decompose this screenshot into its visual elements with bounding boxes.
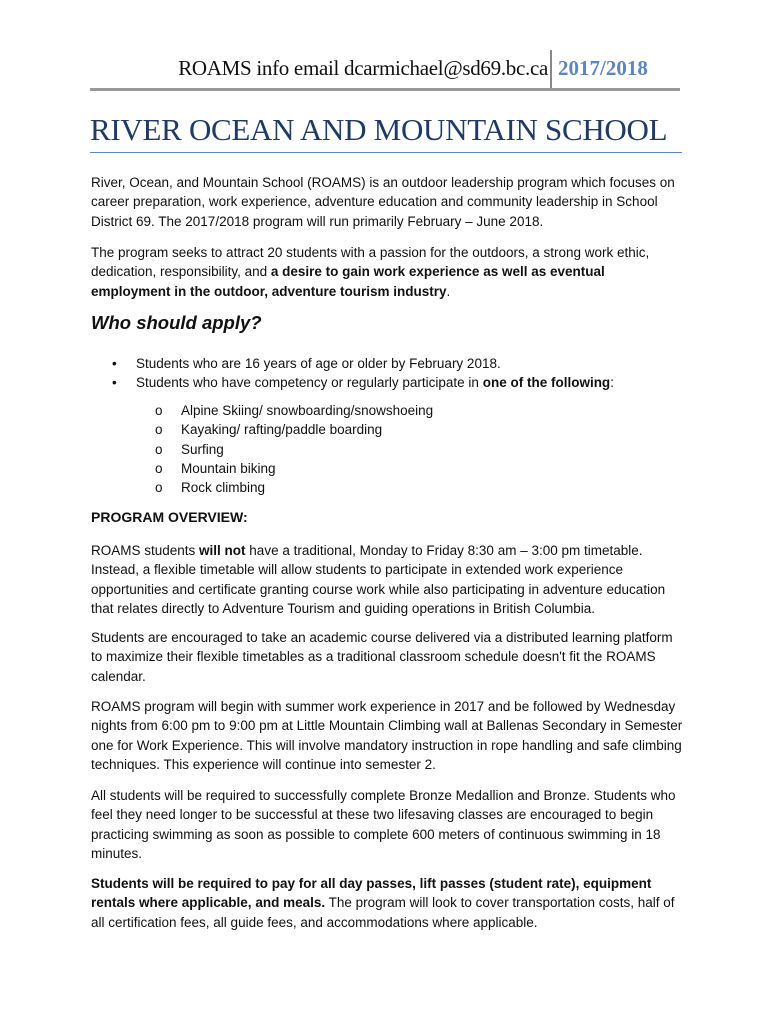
text: Mountain biking <box>181 460 276 476</box>
overview-paragraph-5 <box>91 874 683 932</box>
text: ROAMS students <box>91 543 200 558</box>
circle-bullet-icon: o <box>155 403 163 418</box>
overview-paragraph-4: All students will be required to successfully complete Bronze Medallion and Bronze. Students who feel they need longer to be successful at these two lifesaving classes are encouraged to begin practicing swimming as soon as possible to complete 600 meters of continuous swimming in 18 minutes. <box>91 788 676 861</box>
circle-bullet-icon: o <box>155 441 163 457</box>
list-item <box>155 401 433 420</box>
text: Students who have competency or regularly participate in <box>136 375 483 391</box>
list-item <box>155 459 433 478</box>
overview-paragraph-3: ROAMS program will begin with summer work experience in 2017 and be followed by Wednesday nights from 6:00 pm to 9:00 pm at Little Mountain Climbing wall at Ballenas Secondary in Semester one for Work Experience. This will involve mandatory instruction in rope handling and safe climbing techniques. This experience will continue into semester 2. <box>91 699 683 772</box>
activities-list <box>155 401 433 497</box>
text: Kayaking/ rafting/paddle boarding <box>181 422 383 438</box>
circle-bullet-icon: o <box>155 460 163 476</box>
overview-paragraph-2: Students are encouraged to take an academic course delivered via a distributed learning platform to maximize their flexible timetables as a traditional classroom schedule doesn't fit the ROAMS calendar. <box>91 630 673 684</box>
document-title: RIVER OCEAN AND MOUNTAIN SCHOOL <box>90 112 682 153</box>
who-should-apply-heading: Who should apply? <box>91 312 262 333</box>
page-header <box>90 50 680 91</box>
list-item <box>112 354 614 373</box>
text: : <box>610 375 614 391</box>
list-item <box>155 440 433 459</box>
list-item <box>112 373 614 392</box>
text: have a traditional, Monday to Friday 8:30 am – 3:00 pm timetable. Instead, a flexible timetable will allow students to participate in extended work experience opportunities and certificate granting course work while also participating in adventure education that relates directly to Adventure Tourism and guiding operations in British Columbia. <box>91 543 666 616</box>
bold-text: Students will be required to pay for all day passes, lift passes (student rate), equipment rentals where applicable, and meals. <box>91 876 652 911</box>
list-item <box>155 478 433 497</box>
header-divider <box>550 50 552 88</box>
bullet-icon: • <box>112 356 117 371</box>
intro-paragraph-1: River, Ocean, and Mountain School (ROAMS) is an outdoor leadership program which focuses on career preparation, work experience, adventure education and community leadership in School District 69. The 2017/2018 program will run primarily February – June 2018. <box>91 175 675 229</box>
header-email: ROAMS info email dcarmichael@sd69.bc.ca <box>178 56 548 80</box>
bold-text: will not <box>199 543 246 558</box>
header-year: 2017/2018 <box>558 56 648 80</box>
text: Rock climbing <box>181 480 266 496</box>
text: . <box>446 283 451 299</box>
overview-paragraph-1 <box>91 541 683 618</box>
program-overview-heading: PROGRAM OVERVIEW: <box>91 509 248 525</box>
text: Alpine Skiing/ snowboarding/snowshoeing <box>181 403 434 418</box>
text: The program seeks to attract 20 students with a passion for the outdoors, a strong work ethic, dedication, responsibility, and <box>91 245 650 280</box>
bold-text: a desire to gain work experience as well as eventual employment in the outdoor, adventure tourism industry <box>91 264 605 299</box>
text: Students who are 16 years of age or older by February 2018. <box>136 356 501 371</box>
text: The program will look to cover transportation costs, half of all certification fees, all guide fees, and accommodations where applicable. <box>91 895 675 930</box>
intro-paragraph-2 <box>91 243 683 301</box>
eligibility-list <box>112 354 614 393</box>
text: Surfing <box>181 441 224 457</box>
bold-text: one of the following <box>482 375 611 391</box>
circle-bullet-icon: o <box>155 422 163 438</box>
list-item <box>155 420 433 439</box>
circle-bullet-icon: o <box>155 480 163 496</box>
bullet-icon: • <box>112 375 117 391</box>
